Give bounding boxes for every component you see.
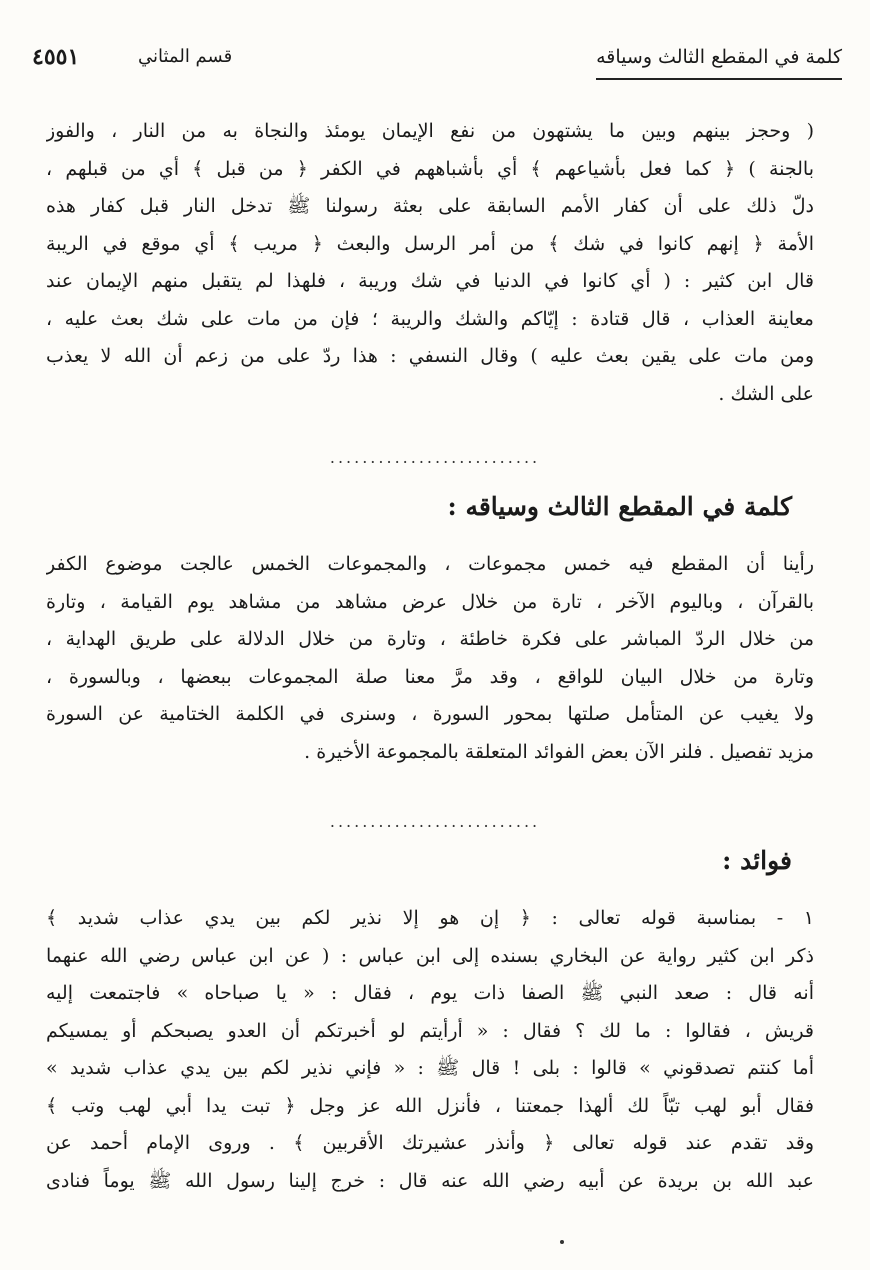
text-line: عبد الله بن بريدة عن أبيه رضي الله عنه قال : خرج إلينا رسول الله ﷺ يوماً فنادى [46, 1169, 814, 1192]
text-line: من خلال الردّ المباشر على فكرة خاطئة ، وتارة من خلال الدلالة على طريق الهداية ، [46, 628, 814, 650]
text-line: الأمة ﴿ إنهم كانوا في شك ﴾ من أمر الرسل والبعث ﴿ مريب ﴾ أي موقع في الريبة [46, 232, 814, 255]
paragraph-section-context [46, 546, 814, 771]
section-heading: كلمة في المقطع الثالث وسياقه : [447, 492, 792, 521]
text-line: رأينا أن المقطع فيه خمس مجموعات ، والمجموعات الخمس عالجت موضوع الكفر [46, 553, 814, 575]
text-line: معاينة العذاب ، قال قتادة : إيّاكم والشك والريبة ؛ فإن من مات على شك بعث عليه ، [46, 307, 814, 330]
text-line: دلّ ذلك على أن كفار الأمم السابقة على بعثة رسولنا ﷺ تدخل النار قبل كفار هذه [46, 195, 814, 217]
text-line: فقال أبو لهب تبّاً لك ألهذا جمعتنا ، فأنزل الله عز وجل ﴿ تبت يدا أبي لهب وتب ﴾ [46, 1094, 814, 1117]
page-number: ٤٥٥١ [32, 44, 80, 70]
text-line: ١ - بمناسبة قوله تعالى : ﴿ إن هو إلا نذير لكم بين يدي عذاب شديد ﴾ [46, 907, 814, 929]
text-line: مزيد تفصيل . فلنر الآن بعض الفوائد المتعلقة بالمجموعة الأخيرة . [304, 740, 814, 763]
paragraph-commentary [46, 113, 814, 413]
page-mark [560, 1240, 564, 1244]
text-line: بالقرآن ، وباليوم الآخر ، تارة من خلال عرض مشاهد من مشاهد يوم القيامة ، وتارة [46, 590, 814, 613]
text-line: قال ابن كثير : ( أي كانوا في الدنيا في شك وريبة ، فلهذا لم يتقبل منهم الإيمان عند [46, 270, 814, 292]
text-line: وتارة من خلال البيان للواقع ، وقد مرَّ معنا صلة المجموعات ببعضها ، وبالسورة ، [46, 665, 814, 688]
text-line: ومن مات على يقين بعث عليه ) وقال النسفي : هذا ردّ على من زعم أن الله لا يعذب [46, 345, 814, 367]
dotted-separator: .......................... [329, 448, 541, 467]
text-line: أما كنتم تصدقوني » قالوا : بلى ! قال ﷺ : « فإني نذير لكم بين يدي عذاب شديد » [46, 1057, 814, 1079]
section-name: قسم المثاني [138, 46, 233, 67]
text-line: على الشك . [718, 382, 814, 405]
text-line: بالجنة ) ﴿ كما فعل بأشياعهم ﴾ أي بأشباههم في الكفر ﴿ من قبل ﴾ أي من قبلهم ، [46, 157, 814, 180]
text-line: أنه قال : صعد النبي ﷺ الصفا ذات يوم ، فقال : « يا صباحاه » فاجتمعت إليه [46, 982, 814, 1004]
text-line: ( وحجز بينهم وبين ما يشتهون من نفع الإيمان يومئذ والنجاة به من النار ، والفوز [46, 120, 814, 142]
text-line: وقد تقدم عند قوله تعالى ﴿ وأنذر عشيرتك الأقربين ﴾ . وروى الإمام أحمد عن [46, 1132, 814, 1154]
benefits-heading: فوائد : [722, 846, 792, 875]
text-line: ولا يغيب عن المتأمل صلتها بمحور السورة ، وسنرى في الكلمة الختامية عن السورة [46, 703, 814, 725]
paragraph-benefits [46, 900, 814, 1200]
dotted-separator: .......................... [329, 812, 541, 831]
chapter-title: كلمة في المقطع الثالث وسياقه [596, 46, 842, 68]
text-line: قريش ، فقالوا : ما لك ؟ فقال : « أرأيتم لو أخبرتكم أن العدو يصبحكم أو يمسيكم [46, 1019, 814, 1042]
running-header [28, 40, 842, 88]
text-line: ذكر ابن كثير رواية عن البخاري بسنده إلى ابن عباس : ( عن ابن عباس رضي الله عنهما [46, 944, 814, 967]
